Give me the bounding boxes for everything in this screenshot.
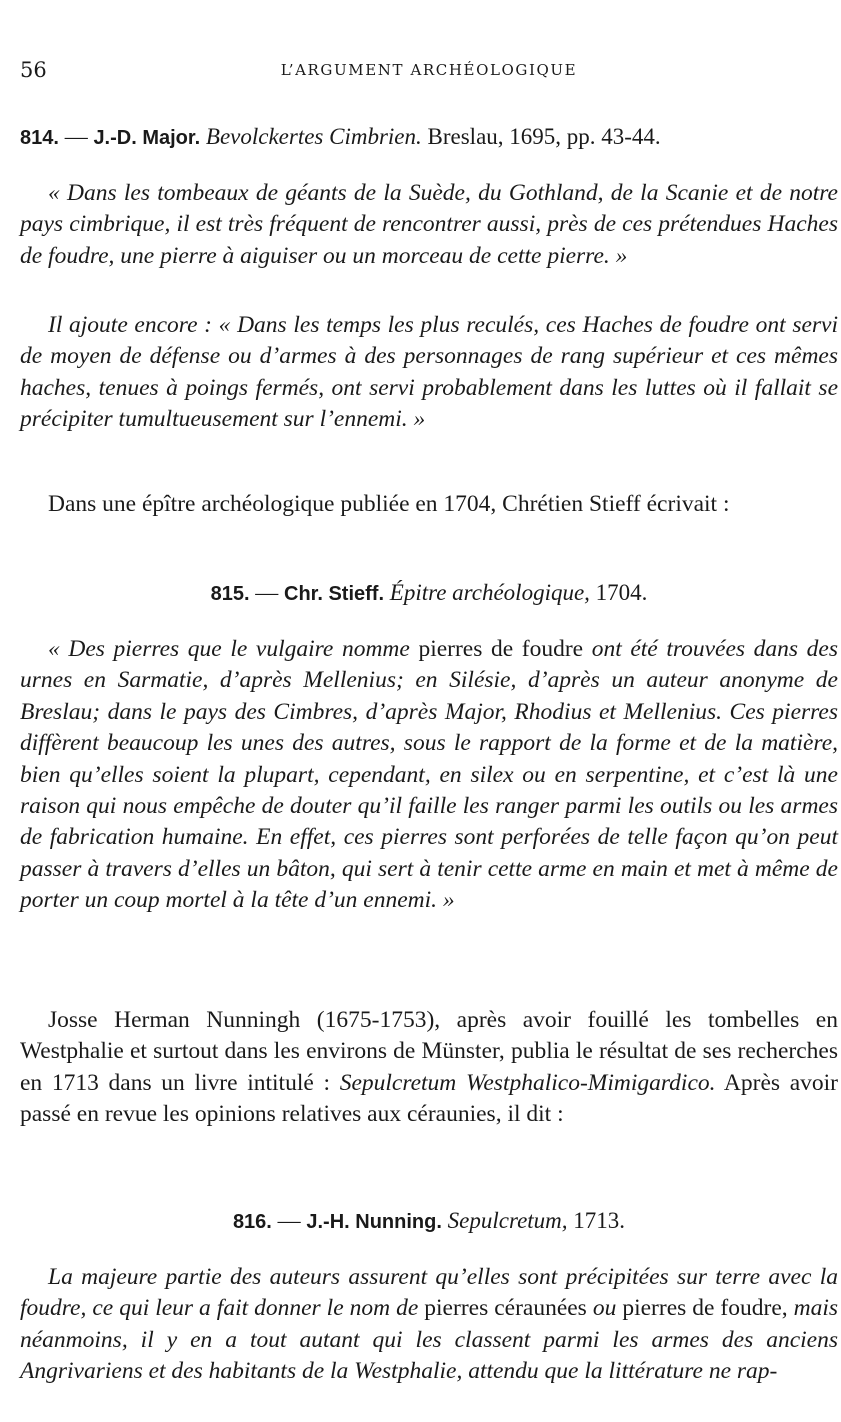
entry-dash: —: [64, 124, 88, 149]
entry-814-heading: [20, 122, 838, 153]
entry-number: 816.: [232, 1211, 272, 1233]
book-page: [20, 0, 838, 1422]
quote-816: [20, 1262, 838, 1388]
quote-815: [20, 634, 838, 917]
paragraph-text: Après avoir passé en revue les opinions relatives aux céraunies, il dit :: [20, 1069, 838, 1128]
entry-815-heading: [20, 578, 838, 609]
quote-814-paragraph-2: Il ajoute encore : « Dans les temps les plus reculés, ces Haches de foudre ont servi de moyen de défense ou d’armes à des personnages de rang supérieur et ces mêmes haches, tenues à poings fermés, ont servi probablement dans les luttes où il fallait se précipiter tumultueusement sur l’ennemi. »: [20, 312, 838, 433]
quote-text: ont été trouvées dans des urnes en Sarmatie, d’après Mellenius; en Silésie, d’après un auteur anonyme de Breslau; dans le pays des Cimbres, d’après Major, Rhodius et Mellenius. Ces pierres diffèrent beaucoup les unes des autres, sous le rapport de la forme et de la matière, bien qu’elles soient la plupart, cependant, en silex ou en serpentine, et c’est là une raison qui nous empêche de douter qu’il faille les ranger parmi les outils ou les armes de fabrication humaine. En effet, ces pierres sont perforées de telle façon qu’on peut passer à travers d’elles un bâton, qui sert à tenir cette arme en main et met à même de porter un coup mortel à la tête d’un ennemi. »: [20, 636, 838, 914]
paragraph-text: Josse Herman Nunningh (1675-1753), après avoir fouillé les tombelles en Westphalie et surtout dans les environs de Münster, publia le résultat de ses recherches en 1713 dans un livre intitulé :: [20, 1007, 838, 1096]
entry-details: 1704.: [595, 580, 648, 605]
entry-work-title: Bevolckertes Cimbrien.: [205, 124, 422, 149]
running-header: [20, 58, 838, 86]
entry-details: 1713.: [573, 1208, 626, 1233]
entry-816-heading: [20, 1206, 838, 1237]
entry-dash: —: [277, 1208, 301, 1233]
entry-number: 814.: [20, 127, 59, 149]
quote-text: ou: [592, 1295, 617, 1322]
body-paragraph-2: [20, 1005, 838, 1131]
quote-upright-term: pierres céraunées: [424, 1295, 587, 1322]
quote-upright-term: pierres de foudre: [418, 636, 584, 662]
entry-author: Chr. Stieff.: [284, 583, 385, 605]
quote-text: mais néanmoins, il y en a tout autant qui les classent parmi les armes des anciens Angrivariens et des habitants de la Westphalie, attendu que la littérature ne rap-: [20, 1295, 839, 1385]
body-paragraph-1: Dans une épître archéologique publiée en 1704, Chrétien Stieff écrivait :: [48, 491, 730, 517]
entry-number: 815.: [210, 583, 250, 605]
quote-814-paragraph-1: « Dans les tombeaux de géants de la Suède, du Gothland, de la Scanie et de notre pays cimbrique, il est très fréquent de rencontrer aussi, près de ces prétendues Haches de foudre, une pierre à aiguiser ou un morceau de cette pierre. »: [20, 180, 838, 269]
entry-author: J.-D. Major.: [93, 127, 201, 149]
entry-author: J.-H. Nunning.: [306, 1211, 442, 1233]
book-title: Sepulcretum Westphalico-Mimigardico.: [339, 1069, 716, 1096]
running-title: L’ARGUMENT ARCHÉOLOGIQUE: [280, 61, 578, 79]
entry-details: Breslau, 1695, pp. 43-44.: [427, 124, 661, 149]
quote-upright-term: pierres de foudre,: [622, 1295, 788, 1322]
entry-work-title: Épitre archéologique,: [389, 580, 590, 605]
entry-dash: —: [255, 580, 279, 605]
entry-work-title: Sepulcretum,: [447, 1208, 568, 1233]
quote-text: « Des pierres que le vulgaire nomme: [48, 636, 410, 662]
page-number: 56: [20, 58, 47, 82]
quote-text: La majeure partie des auteurs assurent qu’elles sont précipitées sur terre avec la foudre, ce qui leur a fait donner le nom de: [20, 1264, 838, 1322]
